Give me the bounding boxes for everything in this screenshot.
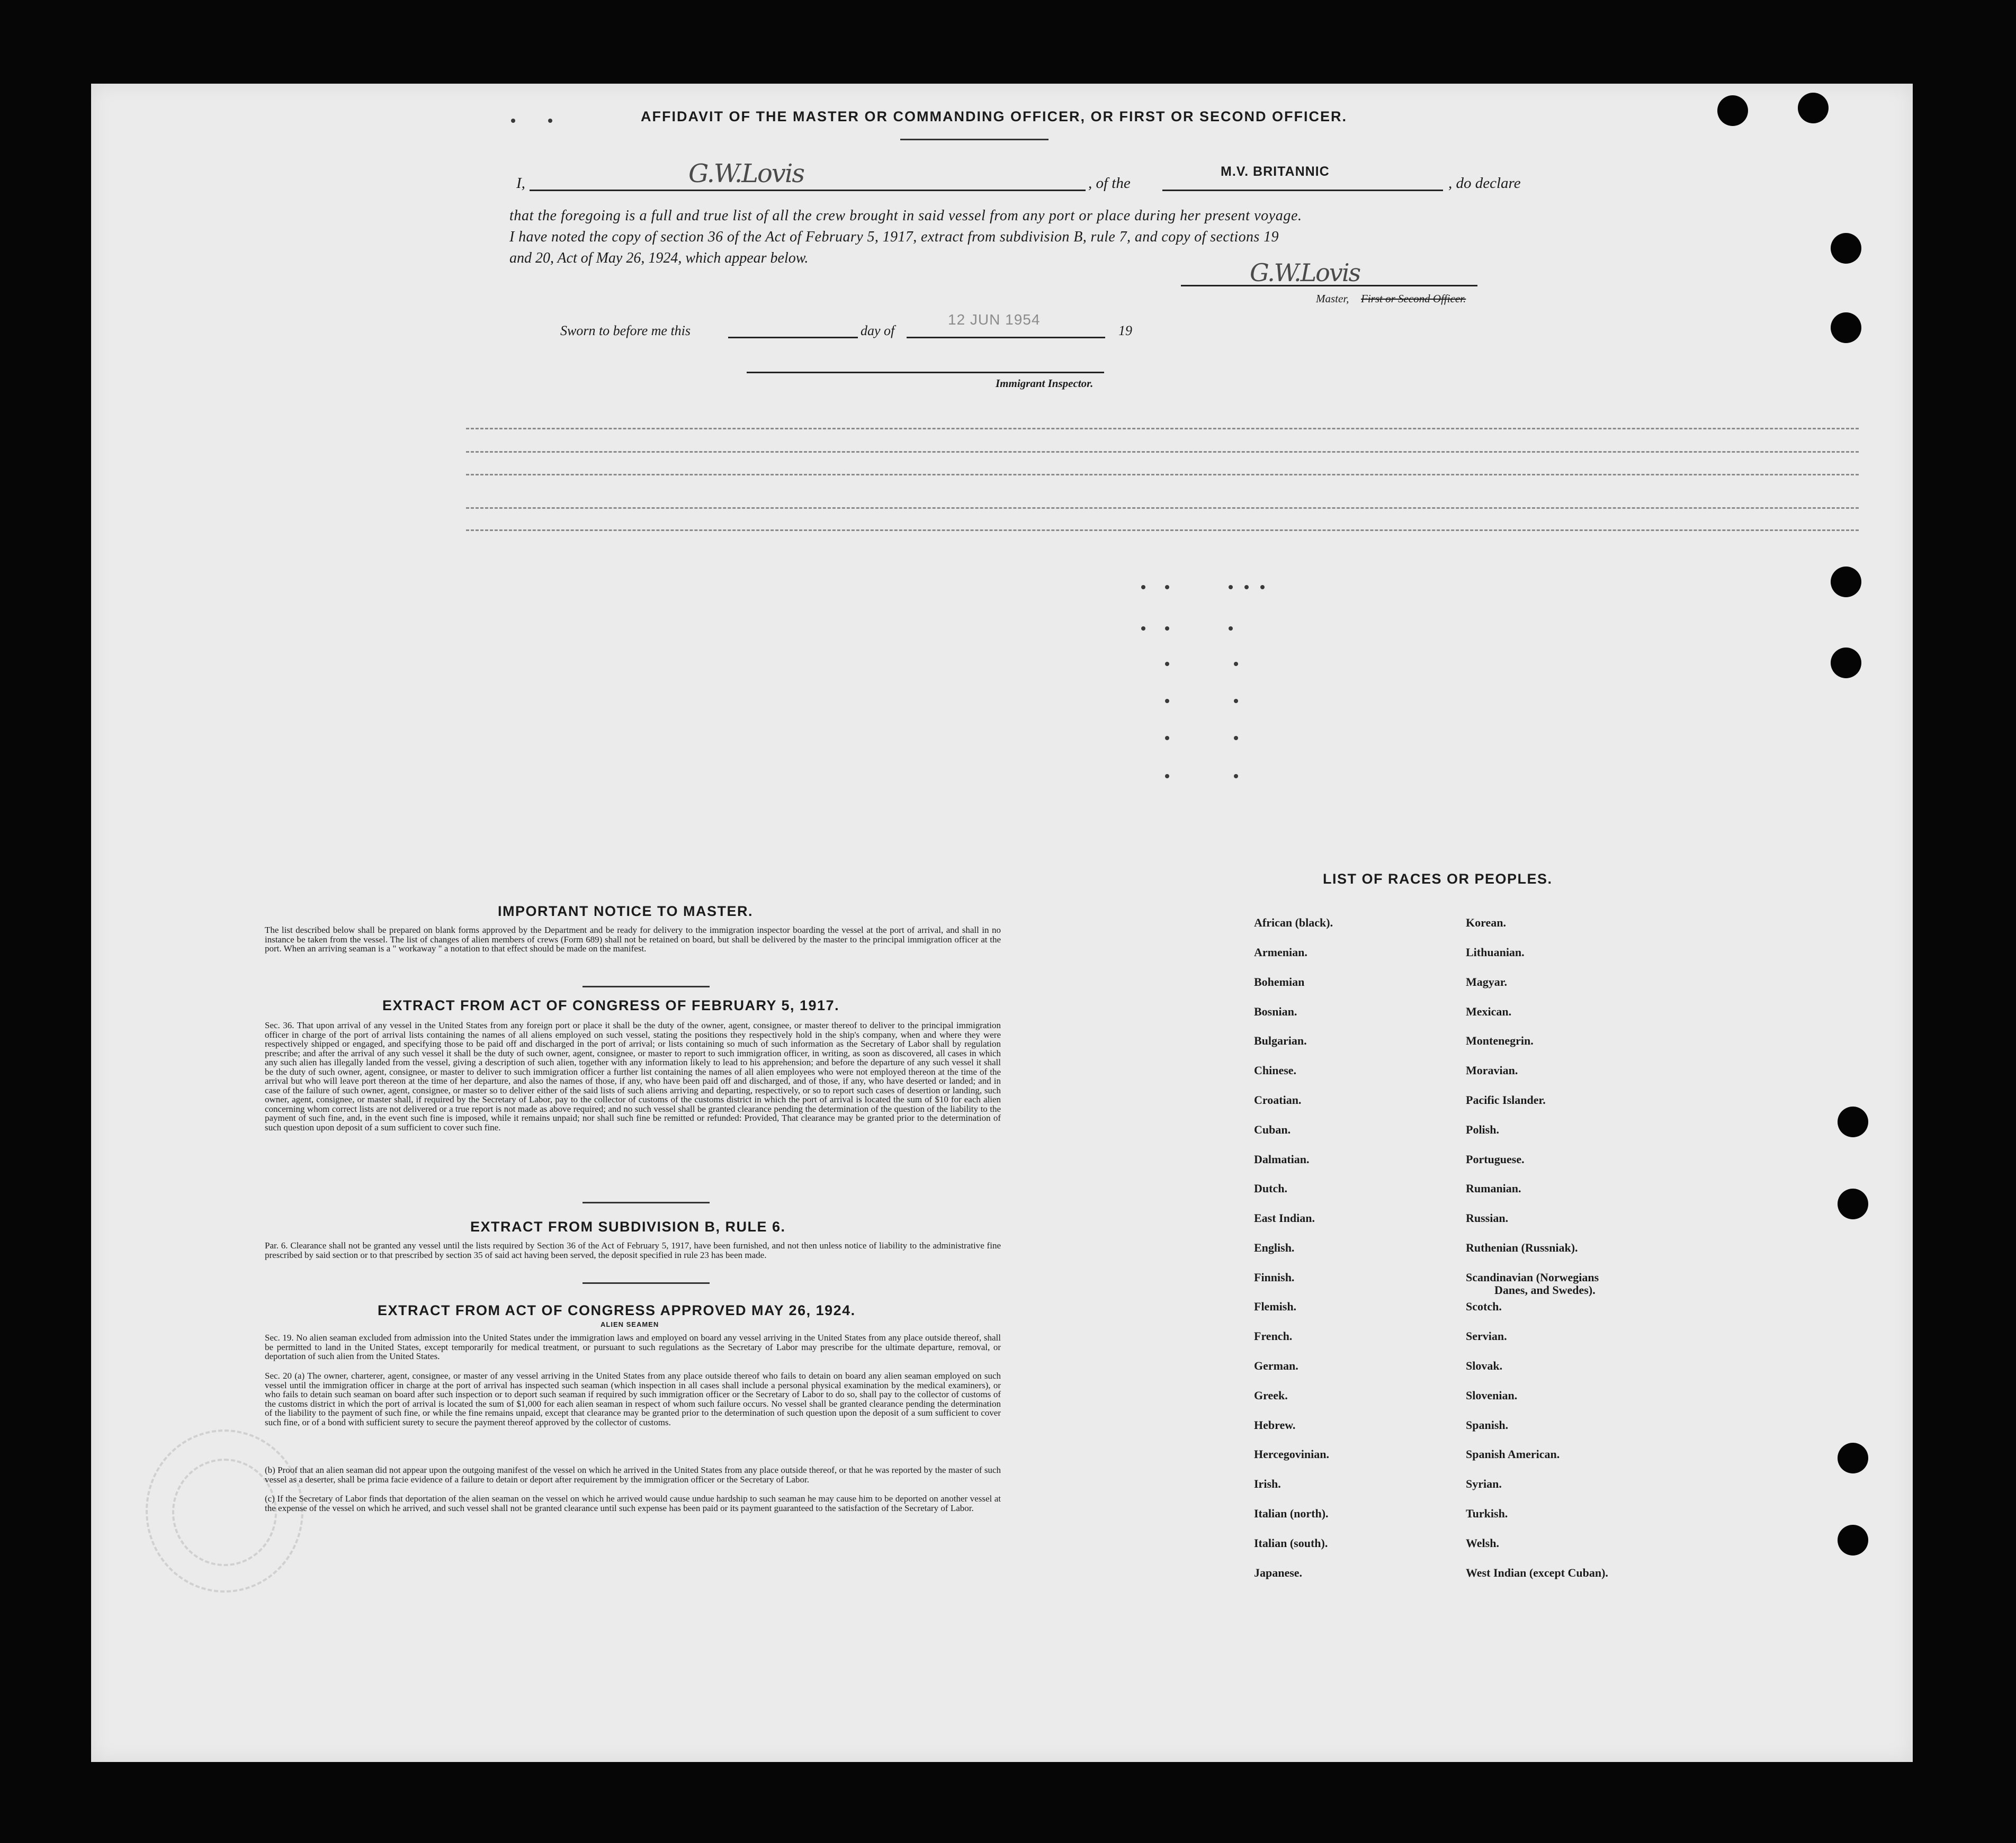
race-item: Lithuanian. — [1466, 946, 1525, 959]
race-item: Servian. — [1466, 1329, 1507, 1343]
stray-dot — [1234, 662, 1238, 666]
extract-1924-sec20b: (b) Proof that an alien seaman did not appear upon the outgoing manifest of the vessel on which he arrived in the United States from any place outside thereof, or that he was reported by the master of such vessel as a deserter, shall be prima facie evidence of a failure to detain or deport after requirement by the immigration officer or the Secretary of Labor. — [265, 1465, 1001, 1485]
race-item: Dalmatian. — [1254, 1153, 1310, 1166]
binder-hole-10 — [1838, 1525, 1868, 1556]
master-label: Master, — [1316, 292, 1349, 305]
extract-1924-title: EXTRACT FROM ACT OF CONGRESS APPROVED MAY 26, 1924. — [378, 1302, 856, 1318]
race-item: Korean. — [1466, 916, 1506, 929]
date-stamp: 12 JUN 1954 — [948, 311, 1041, 328]
master-signature: G.W.Lovis — [688, 159, 804, 188]
affidavit-title: AFFIDAVIT OF THE MASTER OR COMMANDING OFFICER, OR FIRST OR SECOND OFFICER. — [641, 109, 1347, 124]
affidavit-line-3: I have noted the copy of section 36 of the Act of February 5, 1917, extract from subdivision B, rule 7, and copy of sections 19 — [509, 229, 1279, 245]
race-item: Croatian. — [1254, 1093, 1302, 1107]
extract-1917-text: Sec. 36. That upon arrival of any vessel in the United States from any foreign port or place it shall be the duty of the owner, agent, consignee, or master thereof to deliver to the principal immigration officer in charge of the port of arrival lists containing the names of all aliens employed on such vessel, stating the positions they respectively hold in the ship's company, when and where they were respectively shipped or engaged, and specifying those to be paid off and discharged in the port of arrival; or lists containing so much of such information as the Secretary of Labor shall by regulation prescribe; and after the arrival of any such vessel it shall be the duty of such owner, agent, consignee, or master to report to such immigration officer, in writing, as soon as discovered, all cases in which any such alien has illegally landed from the vessel, giving a description of such alien, together with any information likely to lead to his apprehension; and before the departure of any such vessel it shall be the duty of such owner, agent, consignee, or master to deliver to such immigration officer a further list containing the names of all alien employees who were not employed thereon at the time of the arrival but who will leave port thereon at the time of her departure, and also the names of those, if any, who have been paid off and discharged, and of those, if any, who have deserted or landed; and in case of the failure of such owner, agent, consignee, or master so to deliver either of the said lists of such aliens arriving and departing, respectively, or so to report such cases of desertion or landing, such owner, agent, consignee, or master shall, if required by the Secretary of Labor, pay to the collector of customs of the customs district in which the port of arrival is located the sum of $10 for each alien concerning whom correct lists are not delivered or a true report is not made as above required; and no such vessel shall be granted clearance pending the determination of the question of the liability to the payment of such fine, and, in the event such fine is imposed, while it remains unpaid; nor shall such fine be remitted or refunded: Provided, That clearance may be granted prior to the determination of such question upon deposit of a sum sufficient to cover such fine. — [265, 1020, 1001, 1132]
race-item: Greek. — [1254, 1389, 1288, 1402]
race-item: Hebrew. — [1254, 1418, 1296, 1432]
notice-divider — [583, 986, 710, 987]
stray-dot — [1229, 626, 1233, 631]
struck-officer-label: First or Second Officer. — [1361, 292, 1466, 305]
sworn-label: Sworn to before me this — [560, 323, 691, 338]
race-item: Spanish. — [1466, 1418, 1509, 1432]
races-title: LIST OF RACES OR PEOPLES. — [1323, 871, 1553, 887]
race-item: Slovenian. — [1466, 1389, 1518, 1402]
binder-hole-3 — [1831, 233, 1861, 264]
affidavit-line-2: that the foregoing is a full and true list of all the crew brought in said vessel from any port or place during her present voyage. — [509, 208, 1302, 224]
race-item: Portuguese. — [1466, 1153, 1525, 1166]
inspector-label: Immigrant Inspector. — [996, 377, 1094, 390]
stray-dot — [1165, 585, 1169, 589]
race-item: Scandinavian (Norwegians — [1466, 1271, 1599, 1284]
affidavit-i-label: I, — [516, 175, 525, 192]
day-of-label: day of — [861, 323, 895, 338]
title-divider — [900, 139, 1049, 140]
faint-line-2 — [466, 451, 1859, 453]
extract-1917-title: EXTRACT FROM ACT OF CONGRESS OF FEBRUARY 5, 1917. — [382, 997, 840, 1013]
stray-dot — [1234, 699, 1238, 703]
stray-dot — [1165, 626, 1169, 631]
inspector-signature-line — [747, 372, 1104, 373]
stray-dot — [1165, 736, 1169, 740]
race-item: Pacific Islander. — [1466, 1093, 1546, 1107]
race-item: Bohemian — [1254, 975, 1305, 988]
race-item: Hercegovinian. — [1254, 1448, 1329, 1461]
race-item: Bosnian. — [1254, 1005, 1297, 1018]
notice-text: The list described below shall be prepared on blank forms approved by the Department and be ready for delivery to the immigration inspector boarding the vessel at the port of arrival, and shall in no instance be taken from the vessel. The list of changes of alien members of crews (Form 689) shall not be retained on board, but shall be delivered by the master to the principal immigration officer at the port. When an arriving seaman is a " workaway " a notation to that effect should be made on the manifest. — [265, 925, 1001, 954]
race-item: Magyar. — [1466, 975, 1508, 988]
race-item: Dutch. — [1254, 1182, 1287, 1195]
name-field-line — [530, 190, 1086, 191]
race-item: Mexican. — [1466, 1005, 1512, 1018]
race-item: Rumanian. — [1466, 1182, 1521, 1195]
extract-1917-divider — [583, 1202, 710, 1203]
faint-line-1 — [466, 428, 1859, 429]
race-item: Japanese. — [1254, 1566, 1303, 1579]
stray-dot — [1165, 662, 1169, 666]
race-item: Montenegrin. — [1466, 1034, 1534, 1047]
race-item: Italian (north). — [1254, 1507, 1329, 1520]
binder-hole-6 — [1831, 648, 1861, 678]
stray-dot — [1244, 585, 1249, 589]
of-the-label: , of the — [1088, 175, 1131, 192]
race-item: Polish. — [1466, 1123, 1499, 1136]
vessel-name: M.V. BRITANNIC — [1221, 164, 1330, 179]
stray-dot — [1260, 585, 1265, 589]
binder-hole-9 — [1838, 1443, 1868, 1473]
binder-hole-5 — [1831, 567, 1861, 597]
extract-1924-sec20c: (c) If the Secretary of Labor finds that deportation of the alien seaman on the vessel on which he arrived would cause undue hardship to such seaman he may cause him to be deported on another vessel at the expense of the vessel on which he arrived, and such vessel shall not be granted clearance until such expense has been paid or its payment guaranteed to the satisfaction of the Secretary of Labor. — [265, 1494, 1001, 1513]
race-item: English. — [1254, 1241, 1295, 1254]
faint-seal-stamp-inner — [172, 1459, 277, 1566]
extract-1924-sec20a: Sec. 20 (a) The owner, charterer, agent, consignee, or master of any vessel arriving in the United States from any place outside thereof who fails to detain on board any alien seaman employed on such vessel until the immigration officer in charge at the port of arrival has inspected such seaman (which inspection in all cases shall include a personal physical examination by the medical examiners), or who fails to detain such seaman on board after such inspection or to deport such seaman if required by such immigration officer or the Secretary of Labor to do so, shall pay to the collector of customs of the customs district in which the port of arrival is located the sum of $1,000 for each alien seaman in respect of whom such failure occurs. No vessel shall be granted clearance pending the determination of the liability to the payment of such fine, or while the fine remains unpaid, except that clearance may be granted prior to the determination of such question upon the deposit of a sum sufficient to cover such fine, or of a bond with sufficient surety to secure the payment thereof approved by the collector of customs. — [265, 1371, 1001, 1427]
extract-1924-sec19: Sec. 19. No alien seaman excluded from admission into the United States under the immigration laws and employed on board any vessel arriving in the United States from any place outside thereof, shall be permitted to land in the United States, except temporarily for medical treatment, or pursuant to such regulations as the Secretary of Labor may prescribe for the ultimate departure, removal, or deportation of such alien from the United States. — [265, 1333, 1001, 1361]
extract-rule6-text: Par. 6. Clearance shall not be granted any vessel until the lists required by Section 36 of the Act of February 5, 1917, have been furnished, and not then unless notice of liability to the administrative fine prescribed by said section or to that prescribed by section 35 of said act having been served, the deposit specified in rule 23 has been made. — [265, 1240, 1001, 1260]
extract-rule6-divider — [583, 1282, 710, 1284]
race-item: Turkish. — [1466, 1507, 1508, 1520]
stray-dot — [1234, 774, 1238, 778]
stray-dot — [1141, 585, 1145, 589]
stray-dot — [1165, 774, 1169, 778]
stray-dot — [511, 119, 515, 123]
race-item: Syrian. — [1466, 1477, 1502, 1490]
master-signature-2: G.W.Lovis — [1250, 258, 1360, 287]
stray-dot — [1165, 699, 1169, 703]
race-item: Scotch. — [1466, 1300, 1502, 1313]
faint-line-5 — [466, 529, 1859, 531]
do-declare-label: , do declare — [1448, 175, 1521, 192]
affidavit-line-4: and 20, Act of May 26, 1924, which appear below. — [509, 250, 809, 266]
faint-line-4 — [466, 507, 1859, 509]
race-item: Chinese. — [1254, 1064, 1297, 1077]
race-item: Ruthenian (Russniak). — [1466, 1241, 1578, 1254]
race-item: Cuban. — [1254, 1123, 1291, 1136]
race-item: Spanish American. — [1466, 1448, 1560, 1461]
faint-line-3 — [466, 474, 1859, 475]
binder-hole-7 — [1838, 1107, 1868, 1137]
notice-title: IMPORTANT NOTICE TO MASTER. — [498, 903, 753, 919]
race-item: Finnish. — [1254, 1271, 1295, 1284]
race-item: Welsh. — [1466, 1536, 1499, 1550]
race-item: Bulgarian. — [1254, 1034, 1307, 1047]
year-label: 19 — [1118, 323, 1132, 338]
race-item: Moravian. — [1466, 1064, 1518, 1077]
sworn-month-line — [907, 337, 1105, 338]
extract-1924-subtitle: ALIEN SEAMEN — [601, 1320, 659, 1328]
stray-dot — [1141, 626, 1145, 631]
race-item: West Indian (except Cuban). — [1466, 1566, 1608, 1579]
race-item: French. — [1254, 1329, 1293, 1343]
race-item: Italian (south). — [1254, 1536, 1328, 1550]
binder-hole-4 — [1831, 312, 1861, 343]
extract-rule6-title: EXTRACT FROM SUBDIVISION B, RULE 6. — [470, 1219, 786, 1235]
sworn-day-line — [728, 337, 858, 338]
race-item: Armenian. — [1254, 946, 1307, 959]
race-item: Slovak. — [1466, 1359, 1503, 1372]
stray-dot — [548, 119, 552, 123]
race-item-continued: Danes, and Swedes). — [1494, 1283, 1596, 1297]
vessel-field-line — [1162, 190, 1443, 191]
race-item: East Indian. — [1254, 1211, 1315, 1225]
race-item: Irish. — [1254, 1477, 1281, 1490]
race-item: Flemish. — [1254, 1300, 1297, 1313]
stray-dot — [1234, 736, 1238, 740]
binder-hole-2 — [1798, 93, 1829, 123]
race-item: Russian. — [1466, 1211, 1509, 1225]
race-item: African (black). — [1254, 916, 1333, 929]
binder-hole-8 — [1838, 1189, 1868, 1219]
binder-hole-1 — [1717, 95, 1748, 126]
race-item: German. — [1254, 1359, 1298, 1372]
stray-dot — [1229, 585, 1233, 589]
